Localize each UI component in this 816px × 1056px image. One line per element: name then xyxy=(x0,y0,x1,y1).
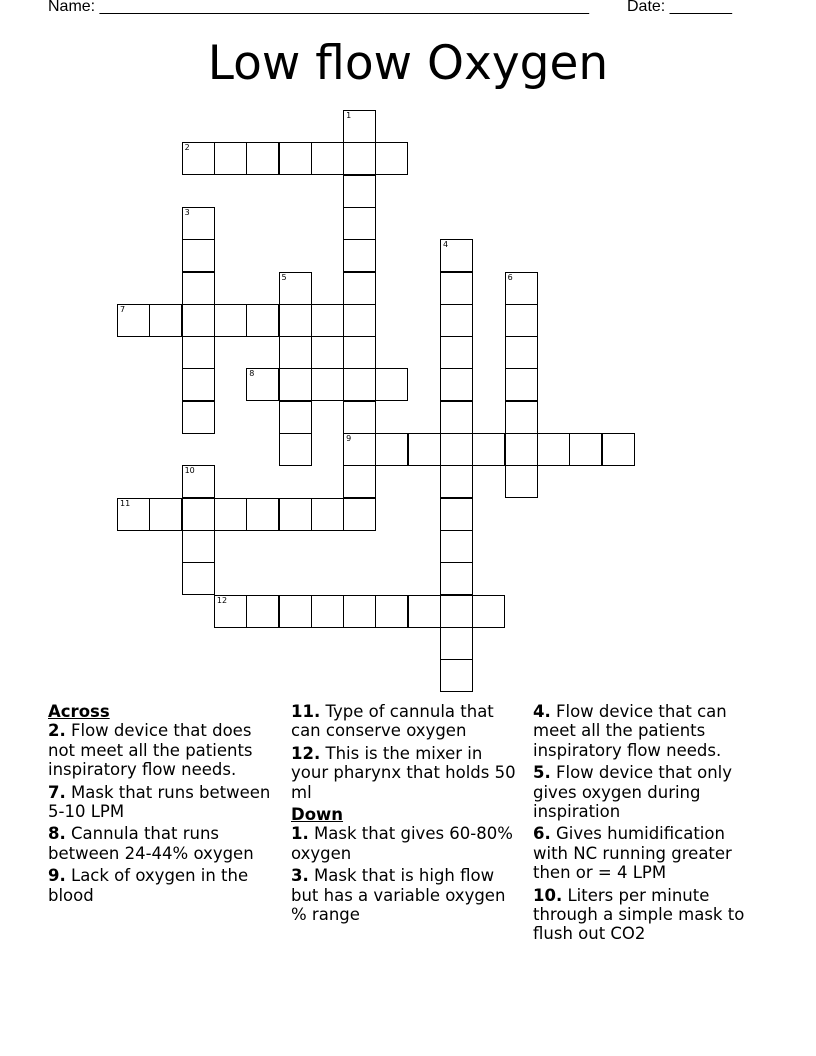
crossword-cell[interactable] xyxy=(472,595,505,628)
clue-across-9 xyxy=(48,866,278,905)
cell-number: 4 xyxy=(443,240,449,250)
crossword-cell[interactable] xyxy=(440,401,473,434)
clue-number: 12. xyxy=(291,743,321,763)
crossword-cell[interactable] xyxy=(182,465,215,498)
clue-text: Gives humidification with NC running greater then or = 4 LPM xyxy=(533,824,732,883)
crossword-cell[interactable] xyxy=(505,368,538,401)
clue-down-10 xyxy=(533,886,763,944)
crossword-cell[interactable] xyxy=(117,498,150,531)
crossword-cell[interactable] xyxy=(343,272,376,305)
clue-number: 9. xyxy=(48,866,66,886)
clue-text: Flow device that can meet all the patients inspiratory flow needs. xyxy=(533,702,727,760)
name-blank[interactable]: _______________________________________________________ xyxy=(99,0,589,15)
crossword-cell[interactable] xyxy=(343,110,376,143)
clue-down-6 xyxy=(533,824,763,882)
crossword-cell[interactable] xyxy=(440,595,473,628)
clue-down-5 xyxy=(533,763,763,821)
crossword-cell[interactable] xyxy=(279,272,312,305)
cell-number: 5 xyxy=(281,272,287,282)
clue-number: 10. xyxy=(533,885,563,905)
crossword-cell[interactable] xyxy=(440,272,473,305)
crossword-cell[interactable] xyxy=(279,595,312,628)
crossword-cell[interactable] xyxy=(214,595,247,628)
date-label: Date: xyxy=(627,0,666,15)
crossword-cell[interactable] xyxy=(343,433,376,466)
crossword-cell[interactable] xyxy=(343,239,376,272)
cell-number: 10 xyxy=(184,466,195,476)
crossword-cell[interactable] xyxy=(343,207,376,240)
clue-number: 11. xyxy=(291,702,321,721)
crossword-cell[interactable] xyxy=(279,433,312,466)
crossword-cell[interactable] xyxy=(440,627,473,660)
clue-text: Mask that gives 60-80% oxygen xyxy=(291,824,513,863)
crossword-cell[interactable] xyxy=(182,304,215,337)
crossword-cell[interactable] xyxy=(246,142,279,175)
clue-number: 1. xyxy=(291,824,309,844)
crossword-cell[interactable] xyxy=(311,595,344,628)
crossword-cell[interactable] xyxy=(375,368,408,401)
crossword-cell[interactable] xyxy=(440,498,473,531)
crossword-cell[interactable] xyxy=(214,304,247,337)
clue-text: Liters per minute through a simple mask to flush out CO2 xyxy=(533,885,745,944)
crossword-cell[interactable] xyxy=(343,142,376,175)
crossword-cell[interactable] xyxy=(505,272,538,305)
cell-number: 11 xyxy=(120,498,131,508)
clue-text: This is the mixer in your pharynx that holds 50 ml xyxy=(291,743,516,802)
crossword-cell[interactable] xyxy=(472,433,505,466)
clue-across-2 xyxy=(48,721,278,779)
clue-text: Type of cannula that can conserve oxygen xyxy=(291,702,494,741)
crossword-cell[interactable] xyxy=(440,239,473,272)
crossword-cell[interactable] xyxy=(246,498,279,531)
crossword-cell[interactable] xyxy=(149,304,182,337)
crossword-cell[interactable] xyxy=(440,433,473,466)
clue-number: 3. xyxy=(291,866,309,886)
crossword-cell[interactable] xyxy=(343,498,376,531)
crossword-cell[interactable] xyxy=(375,595,408,628)
crossword-cell[interactable] xyxy=(311,498,344,531)
crossword-cell[interactable] xyxy=(182,368,215,401)
crossword-cell[interactable] xyxy=(343,595,376,628)
cell-number: 9 xyxy=(346,434,352,443)
cell-number: 7 xyxy=(120,304,126,314)
crossword-cell[interactable] xyxy=(149,498,182,531)
crossword-cell[interactable] xyxy=(440,659,473,692)
crossword-cell[interactable] xyxy=(440,336,473,369)
crossword-cell[interactable] xyxy=(505,465,538,498)
crossword-cell[interactable] xyxy=(602,433,635,466)
clue-across-8 xyxy=(48,824,278,863)
crossword-cell[interactable] xyxy=(408,595,441,628)
clue-number: 8. xyxy=(48,824,66,844)
crossword-cell[interactable] xyxy=(343,368,376,401)
crossword-cell[interactable] xyxy=(440,530,473,563)
clue-down-4 xyxy=(533,702,763,760)
crossword-cell[interactable] xyxy=(505,401,538,434)
crossword-cell[interactable] xyxy=(343,401,376,434)
crossword-cell[interactable] xyxy=(182,336,215,369)
crossword-cell[interactable] xyxy=(343,175,376,208)
crossword-cell[interactable] xyxy=(182,239,215,272)
crossword-cell[interactable] xyxy=(375,433,408,466)
cell-number: 12 xyxy=(216,595,228,605)
clue-text: Mask that is high flow but has a variable oxygen % range xyxy=(291,866,506,925)
clue-across-12 xyxy=(291,744,521,802)
crossword-cell[interactable] xyxy=(279,304,312,337)
clue-down-3 xyxy=(291,866,521,924)
crossword-cell[interactable] xyxy=(182,272,215,305)
crossword-cell[interactable] xyxy=(246,304,279,337)
crossword-cell[interactable] xyxy=(182,498,215,531)
across-heading: Across xyxy=(48,702,110,721)
clue-down-1 xyxy=(291,824,521,863)
crossword-cell[interactable] xyxy=(440,368,473,401)
clue-text: Flow device that only gives oxygen during inspiration xyxy=(533,763,733,822)
crossword-cell[interactable] xyxy=(117,304,150,337)
crossword-cell[interactable] xyxy=(375,142,408,175)
crossword-cell[interactable] xyxy=(214,142,247,175)
clue-across-11 xyxy=(291,702,521,741)
clue-text: Lack of oxygen in the blood xyxy=(48,866,249,905)
crossword-cell[interactable] xyxy=(279,142,312,175)
cell-number: 1 xyxy=(346,111,352,120)
clue-text: Cannula that runs between 24-44% oxygen xyxy=(48,824,254,863)
clues-column-3 xyxy=(533,702,763,947)
cell-number: 2 xyxy=(184,143,190,153)
clue-number: 6. xyxy=(533,824,551,844)
crossword-cell[interactable] xyxy=(311,142,344,175)
crossword-cell[interactable] xyxy=(505,336,538,369)
cell-number: 8 xyxy=(249,369,255,379)
crossword-cell[interactable] xyxy=(343,336,376,369)
crossword-cell[interactable] xyxy=(408,433,441,466)
clues-column-2 xyxy=(291,702,521,927)
crossword-cell[interactable] xyxy=(440,562,473,595)
cell-number: 3 xyxy=(184,207,190,217)
clue-number: 7. xyxy=(48,782,66,802)
clue-number: 2. xyxy=(48,721,66,741)
date-blank[interactable]: _______ xyxy=(669,0,732,15)
crossword-cell[interactable] xyxy=(343,465,376,498)
clue-text: Mask that runs between 5-10 LPM xyxy=(48,782,271,822)
clue-number: 5. xyxy=(533,763,551,783)
crossword-cell[interactable] xyxy=(311,368,344,401)
crossword-cell[interactable] xyxy=(279,336,312,369)
crossword-cell[interactable] xyxy=(182,142,215,175)
crossword-cell[interactable] xyxy=(246,368,279,401)
crossword-cell[interactable] xyxy=(537,433,570,466)
crossword-cell[interactable] xyxy=(182,562,215,595)
crossword-cell[interactable] xyxy=(505,433,538,466)
crossword-cell[interactable] xyxy=(569,433,602,466)
crossword-cell[interactable] xyxy=(440,465,473,498)
page-title: Low flow Oxygen xyxy=(207,36,609,91)
crossword-cell[interactable] xyxy=(505,304,538,337)
crossword-cell[interactable] xyxy=(440,304,473,337)
crossword-cell[interactable] xyxy=(279,498,312,531)
clue-number: 4. xyxy=(533,702,551,721)
crossword-cell[interactable] xyxy=(311,304,344,337)
crossword-cell[interactable] xyxy=(343,304,376,337)
crossword-cell[interactable] xyxy=(182,401,215,434)
crossword-cell[interactable] xyxy=(182,207,215,240)
crossword-cell[interactable] xyxy=(182,530,215,563)
down-heading: Down xyxy=(291,805,344,825)
clues-column-1 xyxy=(48,702,278,908)
crossword-cell[interactable] xyxy=(279,401,312,434)
clue-across-7 xyxy=(48,783,278,822)
crossword-cell[interactable] xyxy=(214,498,247,531)
cell-number: 6 xyxy=(507,272,513,282)
clue-text: Flow device that does not meet all the patients inspiratory flow needs. xyxy=(48,721,253,780)
name-label: Name: xyxy=(48,0,96,15)
crossword-cell[interactable] xyxy=(279,368,312,401)
crossword-cell[interactable] xyxy=(246,595,279,628)
